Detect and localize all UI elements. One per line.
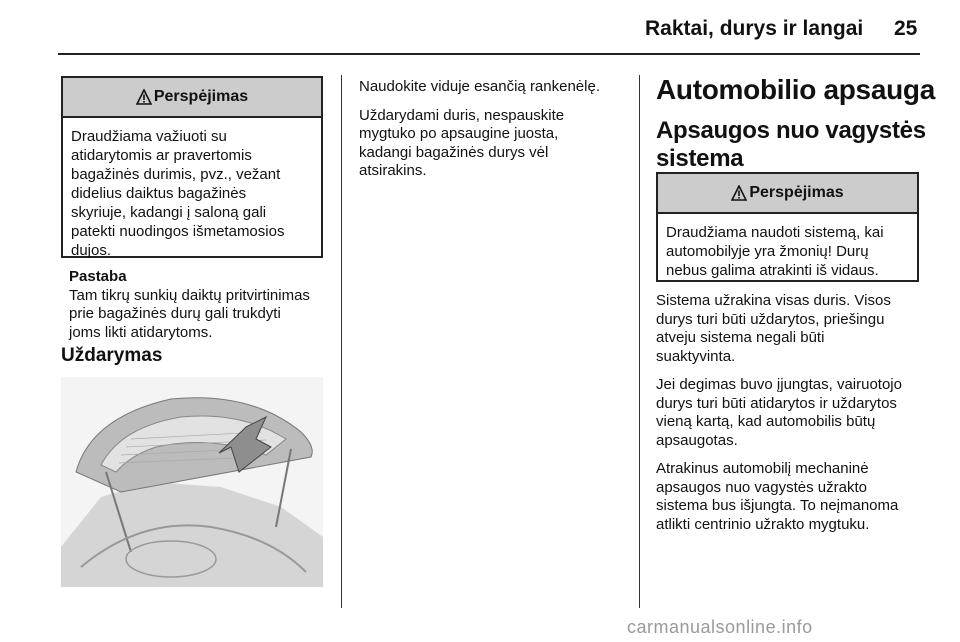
text-line: apsaugotas. <box>656 431 738 449</box>
chapter-heading: Automobilio apsauga <box>656 74 935 105</box>
text-line: apsaugos nuo vagystės užrakto <box>656 478 867 496</box>
text-line: Sistema užrakina visas duris. Visos <box>656 292 891 309</box>
warning-heading: Perspėjimas <box>749 184 844 201</box>
text-line: durys turi būti uždarytos, priešingu <box>656 310 885 328</box>
note-block <box>69 268 310 342</box>
text-line: Apsaugos nuo vagystės <box>656 117 926 144</box>
warning-box <box>656 172 919 282</box>
warning-text <box>658 214 917 280</box>
paragraph <box>359 78 600 97</box>
paragraph <box>656 460 902 534</box>
text-line: mygtuko po apsaugine juosta, <box>359 125 559 142</box>
text-line: patekti nuodingos išmetamosios <box>71 223 285 240</box>
text-line: atsirakins. <box>359 162 427 179</box>
warning-box <box>61 76 323 258</box>
column-2-text <box>359 78 600 191</box>
text-line: Uždarydami duris, nespauskite <box>359 106 565 124</box>
tailgate-illustration <box>61 377 323 587</box>
warning-triangle-icon <box>136 89 152 105</box>
section-heading: Uždarymas <box>61 345 163 366</box>
warning-text <box>63 118 321 260</box>
text-line: kadangi bagažinės durys vėl <box>359 143 549 161</box>
note-heading: Pastaba <box>69 268 127 285</box>
column-3-text <box>656 292 902 544</box>
paragraph <box>656 376 902 450</box>
text-line: atidarytomis ar pravertomis <box>71 147 252 164</box>
text-line: Jei degimas buvo įjungtas, vairuotojo <box>656 376 902 393</box>
text-line: didelius daiktus bagažinės <box>71 185 247 202</box>
warning-triangle-icon <box>731 185 747 201</box>
header-rule <box>58 53 920 55</box>
text-line: sistema <box>656 145 744 172</box>
text-line: skyriuje, kadangi į saloną gali <box>71 204 267 221</box>
watermark[interactable]: carmanualsonline.info <box>627 617 813 637</box>
text-line: vieną kartą, kad automobilis būtų <box>656 413 876 430</box>
text-line: automobilyje yra žmonių! Durų <box>666 243 869 260</box>
column-divider <box>639 75 640 608</box>
text-line: Naudokite viduje esančią rankenėlę. <box>359 78 600 95</box>
text-line: sistema bus išjungta. To neįmanoma <box>656 497 899 514</box>
warning-header <box>63 78 321 118</box>
page-header <box>0 0 960 62</box>
text-line: Draudžiama važiuoti su <box>71 128 227 145</box>
warning-heading: Perspėjimas <box>153 88 249 105</box>
text-line: Draudžiama naudoti sistemą, kai <box>666 224 884 241</box>
text-line: atveju sistema negali būti <box>656 329 825 346</box>
text-line: nebus galima atrakinti iš vidaus. <box>666 262 879 279</box>
column-divider <box>341 75 342 608</box>
warning-header <box>658 174 917 214</box>
text-line: durys turi būti atidarytos ir uždarytos <box>656 394 897 412</box>
header-title: Raktai, durys ir langai <box>645 17 864 40</box>
text-line: suaktyvinta. <box>656 347 736 365</box>
text-line: joms likti atidarytoms. <box>69 323 213 341</box>
page-number: 25 <box>894 17 918 40</box>
paragraph <box>656 292 902 366</box>
text-line: Atrakinus automobilį mechaninė <box>656 460 869 477</box>
text-line: prie bagažinės durų gali trukdyti <box>69 305 281 322</box>
text-line: bagažinės durimis, pvz., vežant <box>71 166 281 183</box>
text-line: atlikti centrinio užrakto mygtuku. <box>656 515 870 533</box>
text-line: dujos. <box>71 242 112 259</box>
paragraph <box>359 107 600 181</box>
text-line: Tam tikrų sunkių daiktų pritvirtinimas <box>69 286 310 304</box>
subheading <box>656 117 926 173</box>
